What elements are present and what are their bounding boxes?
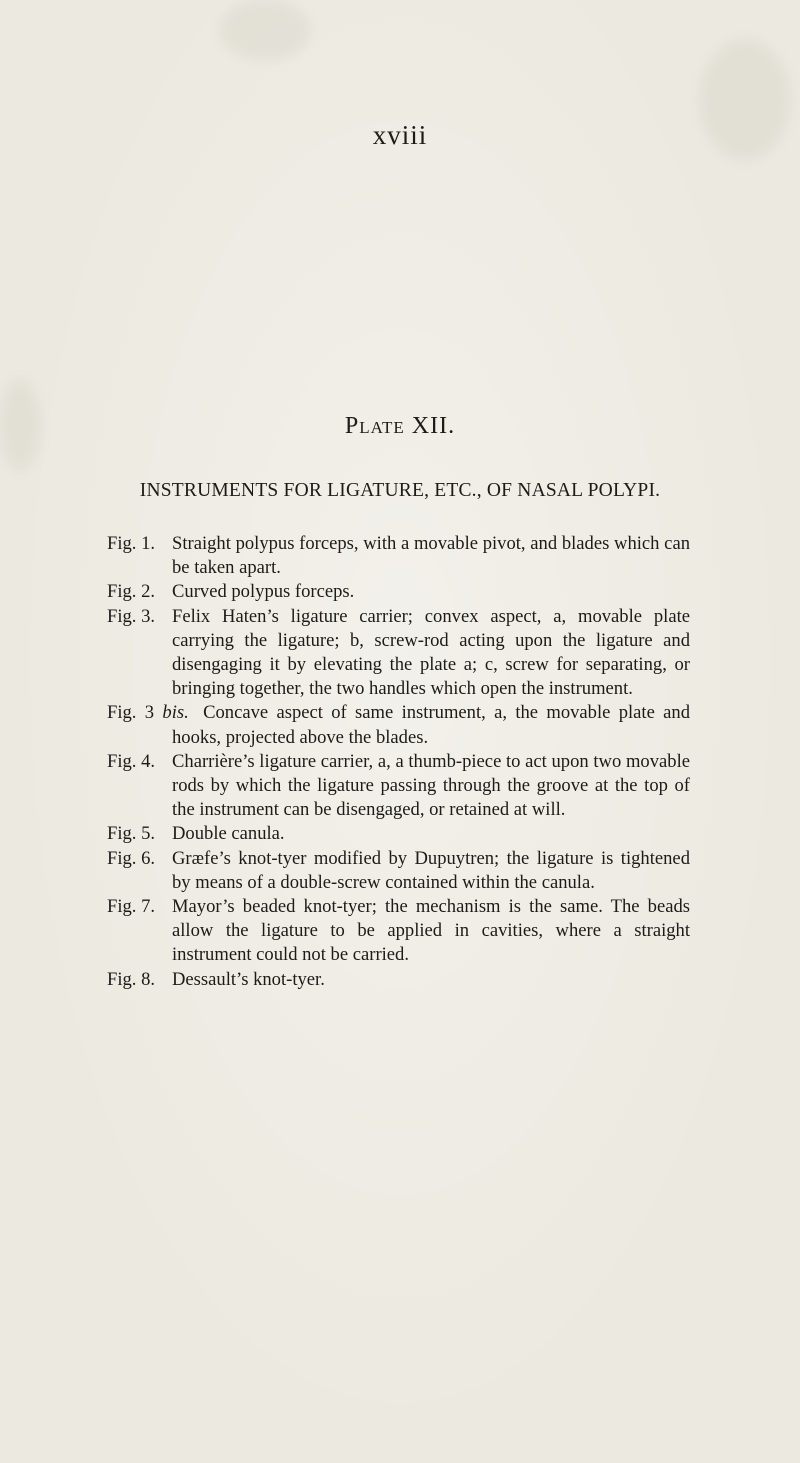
figure-entry [107,532,690,580]
figure-entry [107,847,690,895]
figure-entry [107,968,690,992]
figure-entry [107,580,690,604]
figure-entry [107,895,690,968]
figure-description: Græfe’s knot-tyer modified by Dupuytren; the ligature is tightened by means of a double-screw contained within the canula. [172,847,690,893]
figure-description: Dessault’s knot-tyer. [172,968,325,990]
figure-entry [107,605,690,702]
figure-label: Fig. 3 bis. [107,702,189,724]
figure-description: Double canula. [172,823,285,845]
figure-label: Fig. 1. [107,533,156,554]
figure-entry [107,750,690,823]
page-number: xviii [372,120,428,150]
figure-label: Fig. 8. [107,968,156,990]
figure-label: Fig. 7. [107,896,156,918]
figure-label: Fig. 5. [107,823,156,845]
figure-description: Straight polypus forceps, with a movable pivot, and blades which can be taken apart. [172,533,690,579]
plate-title: Plate XII. [344,413,456,439]
figure-entry [107,822,690,846]
figure-label: Fig. 2. [107,581,156,603]
figure-description: Felix Haten’s ligature carrier; convex aspect, a, movable plate carrying the ligature; b, screw-rod acting upon the ligature and disengaging it by elevating the plate a; c, screw for separating, or bringing together, the two handles which open the instrument. [172,605,690,700]
figure-label: Fig. 6. [107,847,156,869]
section-heading: INSTRUMENTS FOR LIGATURE, ETC., OF NASAL POLYPI. [139,480,661,501]
figure-description: Charrière’s ligature carrier, a, a thumb-piece to act upon two movable rods by which the ligature passing through the groove at the top of the instrument can be disengaged, or retained at will. [172,750,690,821]
figure-list [107,532,690,992]
paper-stain [220,0,310,60]
figure-entry [107,701,690,749]
figure-label: Fig. 3. [107,605,156,627]
figure-description: Concave aspect of same instrument, a, the movable plate and hooks, projected above the blades. [172,702,691,748]
figure-description: Curved polypus forceps. [172,581,355,603]
figure-label: Fig. 4. [107,750,156,772]
figure-description: Mayor’s beaded knot-tyer; the mechanism is the same. The beads allow the ligature to be applied in cavities, where a straight instrument could not be carried. [172,896,690,966]
